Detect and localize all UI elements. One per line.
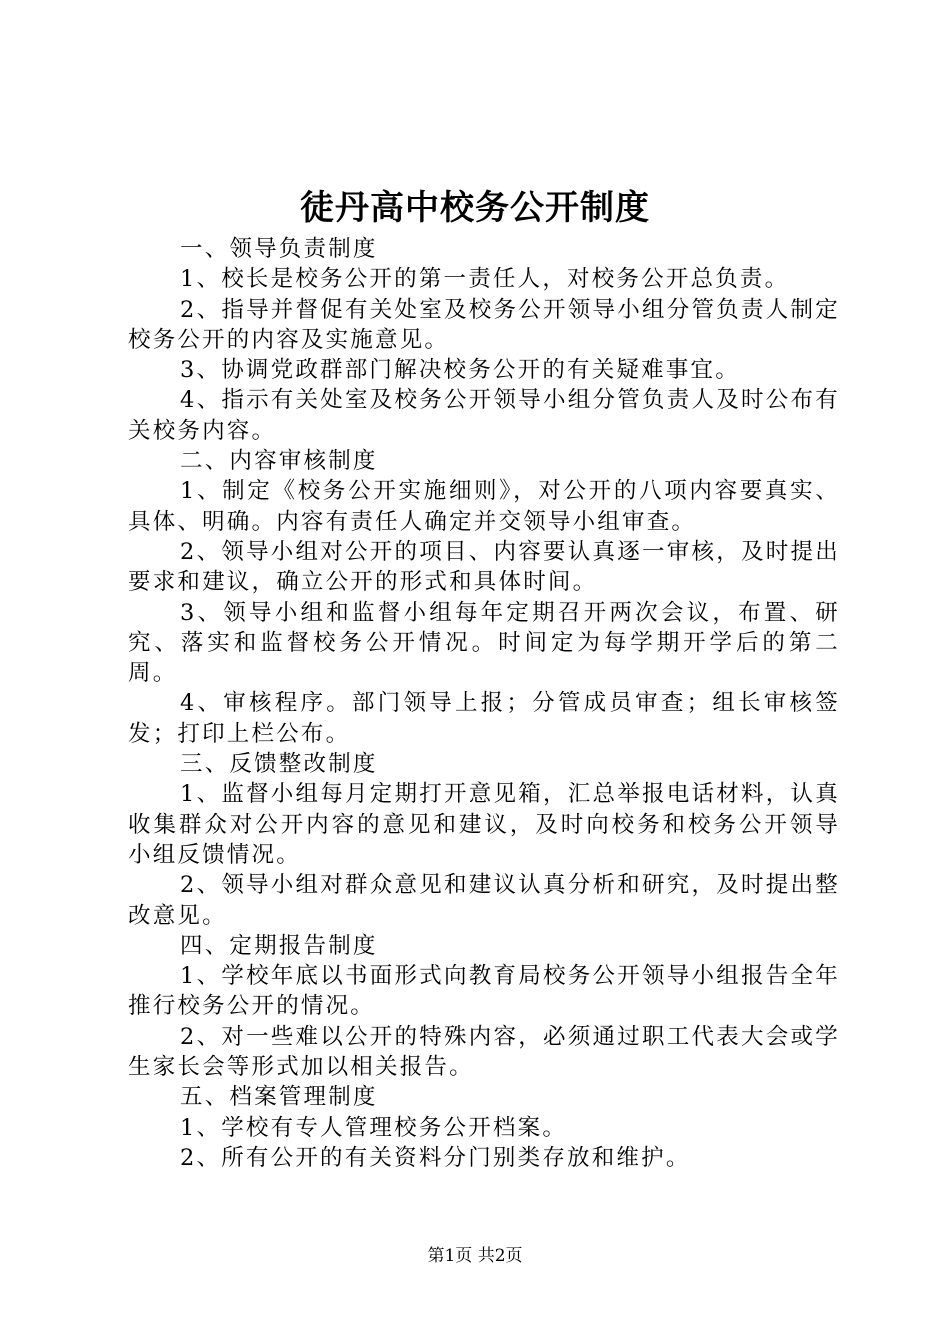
paragraph: 3、领导小组和监督小组每年定期召开两次会议，布置、研究、落实和监督校务公开情况。时间定为每学期开学后的第二周。: [128, 599, 840, 687]
section-heading: 一、领导负责制度: [180, 236, 378, 262]
paragraph: 2、指导并督促有关处室及校务公开领导小组分管负责人制定校务公开的内容及实施意见。: [128, 296, 840, 353]
paragraph: 3、协调党政群部门解决校务公开的有关疑难事宜。: [180, 357, 740, 384]
paragraph: 4、指示有关处室及校务公开领导小组分管负责人及时公布有关校务内容。: [128, 387, 840, 444]
paragraph: 2、对一些难以公开的特殊内容，必须通过职工代表大会或学生家长会等形式加以相关报告。: [128, 1023, 840, 1081]
paragraph: 1、学校有专人管理校务公开档案。: [180, 1114, 568, 1141]
paragraph: 1、校长是校务公开的第一责任人，对校务公开总负责。: [180, 266, 790, 293]
document-body: [128, 234, 840, 1173]
paragraph: 1、制定《校务公开实施细则》，对公开的八项内容要真实、具体、明确。内容有责任人确定并交领导小组审查。: [128, 478, 840, 535]
page-footer: 第1页 共2页: [427, 1246, 523, 1266]
section-heading: 四、定期报告制度: [180, 932, 378, 959]
paragraph: 2、领导小组对群众意见和建议认真分析和研究，及时提出整改意见。: [128, 872, 840, 929]
section-heading: 二、内容审核制度: [180, 448, 378, 475]
paragraph: 1、学校年底以书面形式向教育局校务公开领导小组报告全年推行校务公开的情况。: [128, 963, 840, 1020]
paragraph: 2、领导小组对公开的项目、内容要认真逐一审核，及时提出要求和建议，确立公开的形式和具体时间。: [128, 538, 840, 596]
section-heading: 三、反馈整改制度: [180, 751, 378, 778]
paragraph: 2、所有公开的有关资料分门别类存放和维护。: [180, 1144, 691, 1171]
paragraph: 1、监督小组每月定期打开意见箱，汇总举报电话材料，认真收集群众对公开内容的意见和建议，及时向校务和校务公开领导小组反馈情况。: [128, 781, 840, 868]
section-heading: 五、档案管理制度: [180, 1084, 378, 1111]
document-title: 徒丹高中校务公开制度: [300, 188, 650, 228]
paragraph: 4、审核程序。部门领导上报；分管成员审查；组长审核签发；打印上栏公布。: [128, 690, 840, 747]
